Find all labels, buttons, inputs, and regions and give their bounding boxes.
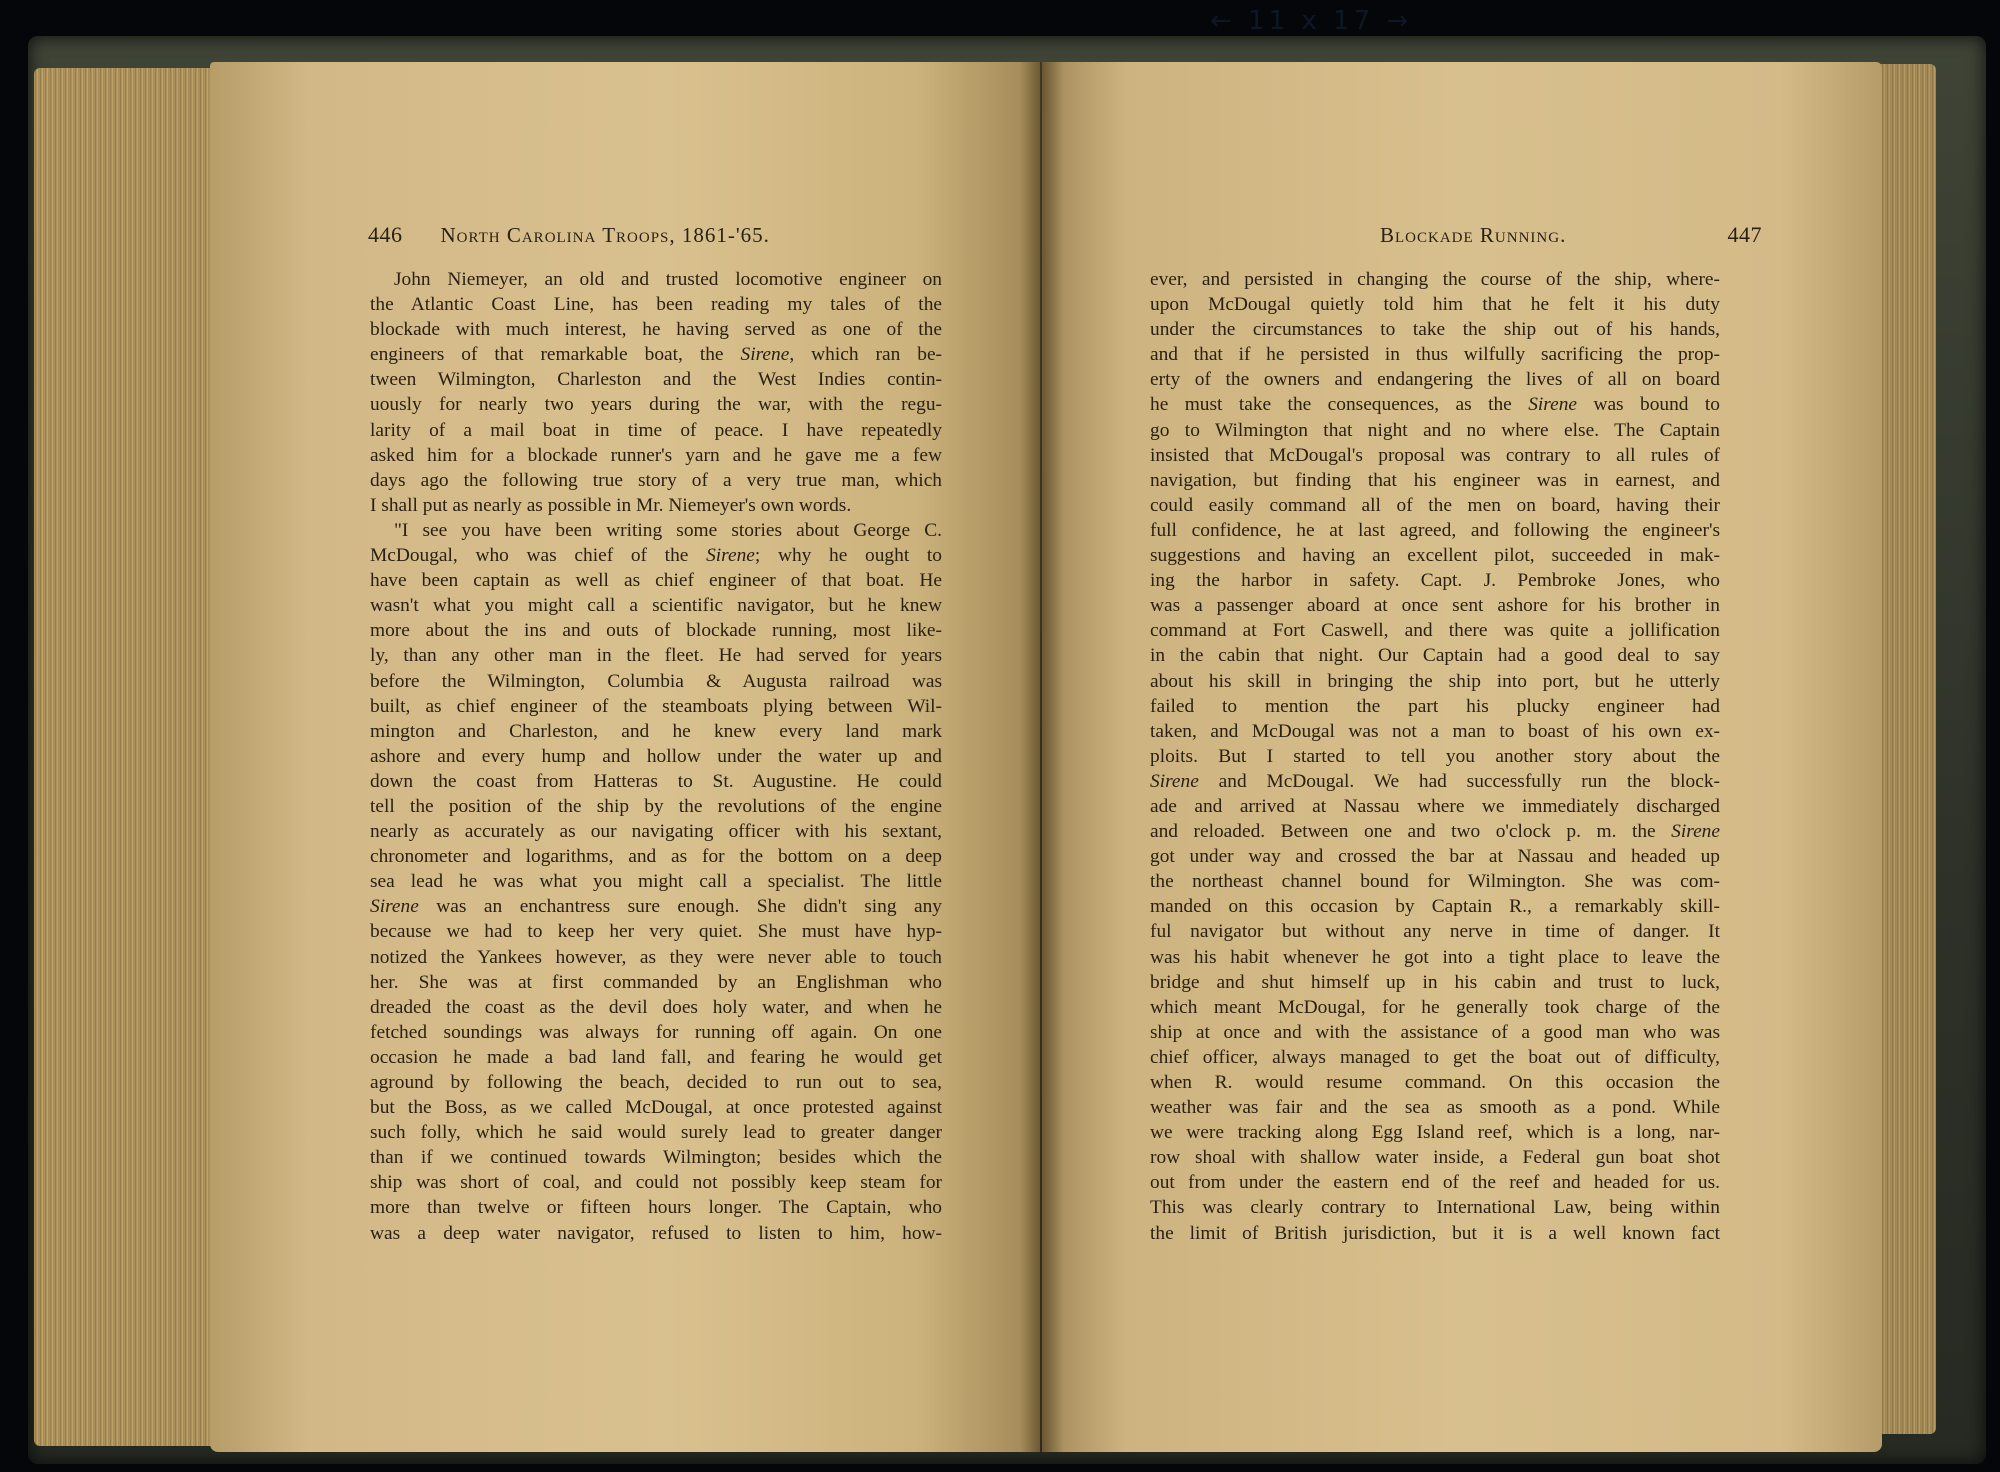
text-line: down the coast from Hatteras to St. Augustine. He could [370, 770, 942, 792]
text-line: could easily command all of the men on board, having their [1150, 494, 1720, 516]
text-line: failed to mention the part his plucky engineer had [1150, 695, 1720, 717]
text-line: wasn't what you might call a scientific navigator, but he knew [370, 595, 942, 617]
text-line: manded on this occasion by Captain R., a remarkably skill- [1150, 896, 1720, 918]
text-line: bridge and shut himself up in his cabin and trust to luck, [1150, 971, 1720, 993]
text-line: days ago the following true story of a very true man, which [370, 469, 942, 491]
text-line: aground by following the beach, decided to run out to sea, [370, 1072, 942, 1093]
text-line: upon McDougal quietly told him that he felt it his duty [1150, 294, 1720, 316]
text-line: weather was fair and the sea as smooth as a pond. While [1150, 1097, 1720, 1119]
text-line: got under way and crossed the bar at Nassau and headed up [1150, 846, 1720, 868]
text-line: suggestions and having an excellent pilot, succeeded in mak- [1150, 545, 1720, 567]
text-line: nearly as accurately as our navigating officer with his sextant, [370, 821, 942, 843]
text-line: navigation, but finding that his engineer was in earnest, and [1150, 469, 1720, 491]
text-line: taken, and McDougal was not a man to boast of his own ex- [1150, 720, 1720, 742]
text-line: full confidence, he at last agreed, and following the engineer's [1150, 519, 1720, 541]
text-line: was a passenger aboard at once sent ashore for his brother in [1150, 595, 1720, 617]
text-line: chronometer and logarithms, and as for the bottom on a deep [370, 846, 942, 868]
text-line: in the cabin that night. Our Captain had a good deal to say [1150, 645, 1720, 667]
text-line: which meant McDougal, for he generally took charge of the [1150, 996, 1720, 1018]
text-line: have been captain as well as chief engineer of that boat. He [370, 570, 942, 592]
text-line: row shoal with shallow water inside, a Federal gun boat shot [1150, 1147, 1720, 1169]
text-line: ship at once and with the assistance of a good man who was [1150, 1021, 1720, 1043]
text-line: ade and arrived at Nassau where we immediately discharged [1150, 795, 1720, 817]
text-line: I shall put as nearly as possible in Mr. Niemeyer's own words. [370, 494, 852, 516]
text-line: tween Wilmington, Charleston and the West Indies contin- [370, 369, 942, 391]
text-line: fetched soundings was always for running off again. On one [370, 1021, 942, 1043]
right-page-header [1132, 222, 1762, 256]
text-line: John Niemeyer, an old and trusted locomotive engineer on [394, 269, 942, 290]
left-page-number: 446 [368, 222, 403, 247]
text-line: insisted that McDougal's proposal was contrary to all rules of [1150, 444, 1720, 466]
text-line: her. She was at first commanded by an Englishman who [370, 971, 942, 993]
text-line: more than twelve or fifteen hours longer. The Captain, who [370, 1197, 942, 1219]
text-line: dreaded the coast as the devil does holy water, and when he [370, 996, 942, 1018]
text-line: we were tracking along Egg Island reef, which is a long, nar- [1150, 1122, 1720, 1144]
text-line: but the Boss, as we called McDougal, at once protested against [370, 1097, 942, 1119]
text-line: when R. would resume command. On this occasion the [1150, 1072, 1720, 1093]
text-line: before the Wilmington, Columbia & Augusta railroad was [370, 670, 942, 692]
text-line: erty of the owners and endangering the lives of all on board [1150, 369, 1720, 391]
text-line: out from under the eastern end of the reef and headed for us. [1150, 1172, 1720, 1194]
text-line: and that if he persisted in thus wilfully sacrificing the prop- [1150, 344, 1720, 366]
text-line: go to Wilmington that night and no where else. The Captain [1150, 419, 1720, 441]
text-line: notized the Yankees however, as they were never able to touch [370, 946, 942, 968]
left-page-text [370, 267, 942, 1246]
text-line: more about the ins and outs of blockade running, most like- [370, 620, 942, 642]
text-line: Sirene was an enchantress sure enough. She didn't sing any [370, 896, 942, 918]
right-page-text [1150, 267, 1720, 1246]
text-line: built, as chief engineer of the steamboats plying between Wil- [370, 695, 942, 717]
text-line: larity of a mail boat in time of peace. I have repeatedly [370, 419, 942, 441]
text-line: was his habit whenever he got into a tight place to leave the [1150, 946, 1720, 968]
right-running-title: Blockade Running. [1380, 223, 1567, 247]
left-page-header [368, 222, 888, 256]
text-line: command at Fort Caswell, and there was quite a jollification [1150, 620, 1720, 642]
text-line: occasion he made a bad land fall, and fearing he would get [370, 1046, 942, 1068]
text-line: mington and Charleston, and he knew every land mark [370, 720, 942, 742]
text-line: he must take the consequences, as the Sirene was bound to [1150, 394, 1720, 416]
size-overlay-label: ← 11 x 17 → [1210, 6, 1413, 36]
right-page-number: 447 [1727, 222, 1762, 247]
text-line: ashore and every hump and hollow under the water up and [370, 745, 942, 767]
right-page [1042, 62, 1882, 1452]
text-line: ful navigator but without any nerve in time of danger. It [1150, 921, 1720, 943]
text-line: engineers of that remarkable boat, the Sirene, which ran be- [370, 344, 942, 366]
text-line: blockade with much interest, he having served as one of the [370, 319, 942, 341]
text-line: Sirene and McDougal. We had successfully run the block- [1150, 770, 1720, 792]
left-page [210, 62, 1040, 1452]
book-gutter [1020, 62, 1064, 1452]
text-line: ing the harbor in safety. Capt. J. Pembroke Jones, who [1150, 570, 1720, 592]
text-line: under the circumstances to take the ship out of his hands, [1150, 319, 1720, 341]
left-running-title: North Carolina Troops, 1861-'65. [440, 223, 770, 247]
text-line: the limit of British jurisdiction, but it is a well known fact [1150, 1222, 1720, 1244]
text-line: This was clearly contrary to International Law, being within [1150, 1197, 1720, 1219]
text-line: ploits. But I started to tell you another story about the [1150, 745, 1720, 767]
text-line: was a deep water navigator, refused to listen to him, how- [370, 1222, 942, 1244]
page-edges-left [34, 68, 219, 1446]
text-line: McDougal, who was chief of the Sirene; why he ought to [370, 545, 942, 567]
text-line: than if we continued towards Wilmington; besides which the [370, 1147, 942, 1169]
text-line: such folly, which he said would surely lead to greater danger [370, 1122, 942, 1144]
text-line: chief officer, always managed to get the boat out of difficulty, [1150, 1046, 1720, 1068]
page-edges-right [1876, 64, 1936, 1434]
text-line: tell the position of the ship by the revolutions of the engine [370, 795, 942, 817]
text-line: because we had to keep her very quiet. She must have hyp- [370, 921, 942, 943]
text-line: ever, and persisted in changing the course of the ship, where- [1150, 269, 1720, 290]
text-line: the Atlantic Coast Line, has been reading my tales of the [370, 294, 942, 316]
text-line: about his skill in bringing the ship into port, but he utterly [1150, 670, 1720, 692]
text-line: sea lead he was what you might call a specialist. The little [370, 871, 942, 893]
text-line: ship was short of coal, and could not possibly keep steam for [370, 1172, 942, 1194]
text-line: "I see you have been writing some stories about George C. [394, 519, 942, 541]
text-line: ly, than any other man in the fleet. He had served for years [370, 645, 942, 667]
text-line: the northeast channel bound for Wilmington. She was com- [1150, 871, 1720, 893]
text-line: asked him for a blockade runner's yarn and he gave me a few [370, 444, 942, 466]
text-line: uously for nearly two years during the war, with the regu- [370, 394, 942, 416]
text-line: and reloaded. Between one and two o'clock p. m. the Sirene [1150, 821, 1720, 843]
